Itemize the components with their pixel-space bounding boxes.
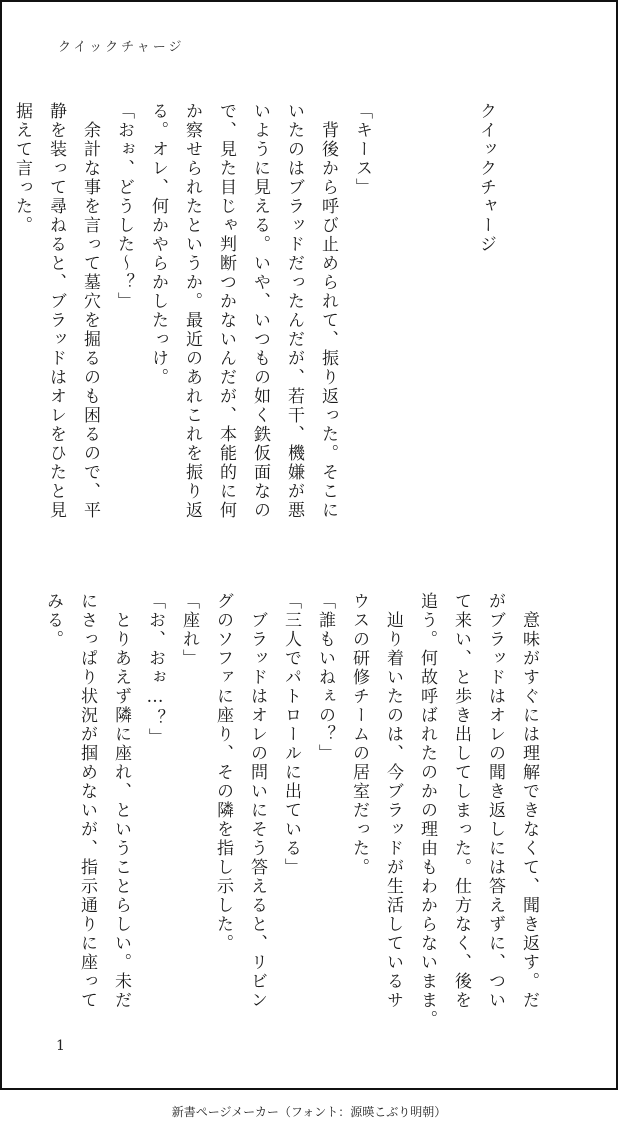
footer-credit: 新書ページメーカー（フォント：源暎こぶり明朝） (171, 1105, 447, 1119)
text-line: る。オレ、何かやらかしたっけ。 (148, 102, 168, 387)
text-line: 「誰もいねぇの？」 (315, 592, 335, 763)
text-line: て来い、と歩き出してしまった。仕方なく、後を (451, 592, 471, 1010)
text-line: いように見える。いや、いつもの如く鉄仮面なの (250, 102, 270, 520)
text-line: 静を装って尋ねると、ブラッドはオレをひたと見 (46, 102, 66, 520)
text-line: 「おぉ、どうした〜？」 (114, 102, 134, 311)
text-line: 背後から呼び止められて、振り返った。そこに (318, 102, 338, 520)
page-number: 1 (56, 1038, 65, 1054)
text-line: 余計な事を言って墓穴を掘るのも困るので、平 (80, 102, 100, 520)
text-line: 「お、おぉ…？」 (145, 592, 165, 747)
running-title: クイックチャージ (58, 40, 185, 55)
text-line: 「座れ」 (179, 592, 199, 668)
text-line: か察せられたというか。最近のあれこれを振り返 (182, 102, 202, 520)
text-line: グのソファに座り、その隣を指し示した。 (213, 592, 233, 953)
text-line: とりあえず隣に座れ、ということらしい。未だ (111, 592, 131, 1010)
text-line (0, 102, 5, 532)
text-block-bottom (36, 592, 546, 1029)
text-line: がブラッドはオレの聞き返しには答えずに、つい (485, 592, 505, 1010)
text-line: 意味がすぐには理解できなくて、聞き返す。だ (519, 592, 539, 1010)
text-line: で、見た目じゃ判断つかないんだが、本能的に何 (216, 102, 236, 520)
text-line: いたのはブラッドだったんだが、若干、機嫌が悪 (284, 102, 304, 520)
text-line: 追う。何故呼ばれたのかの理由もわからないまま。 (417, 592, 437, 1029)
text-line: にさっぱり状況が掴めないが、指示通りに座って (77, 592, 97, 1010)
text-line: 辿り着いたのは、今ブラッドが生活しているサ (383, 592, 403, 1010)
text-line: みる。 (43, 592, 63, 649)
text-line: ウスの研修チームの居室だった。 (349, 592, 369, 877)
text-line: 据えて言った。 (12, 102, 32, 235)
text-line: 「キース」 (352, 102, 372, 197)
text-line: ブラッドはオレの問いにそう答えると、リビン (247, 592, 267, 1010)
text-line: 「三人でパトロールに出ている」 (281, 592, 301, 877)
text-block-top (0, 102, 571, 532)
chapter-title: クイックチャージ (476, 102, 496, 254)
